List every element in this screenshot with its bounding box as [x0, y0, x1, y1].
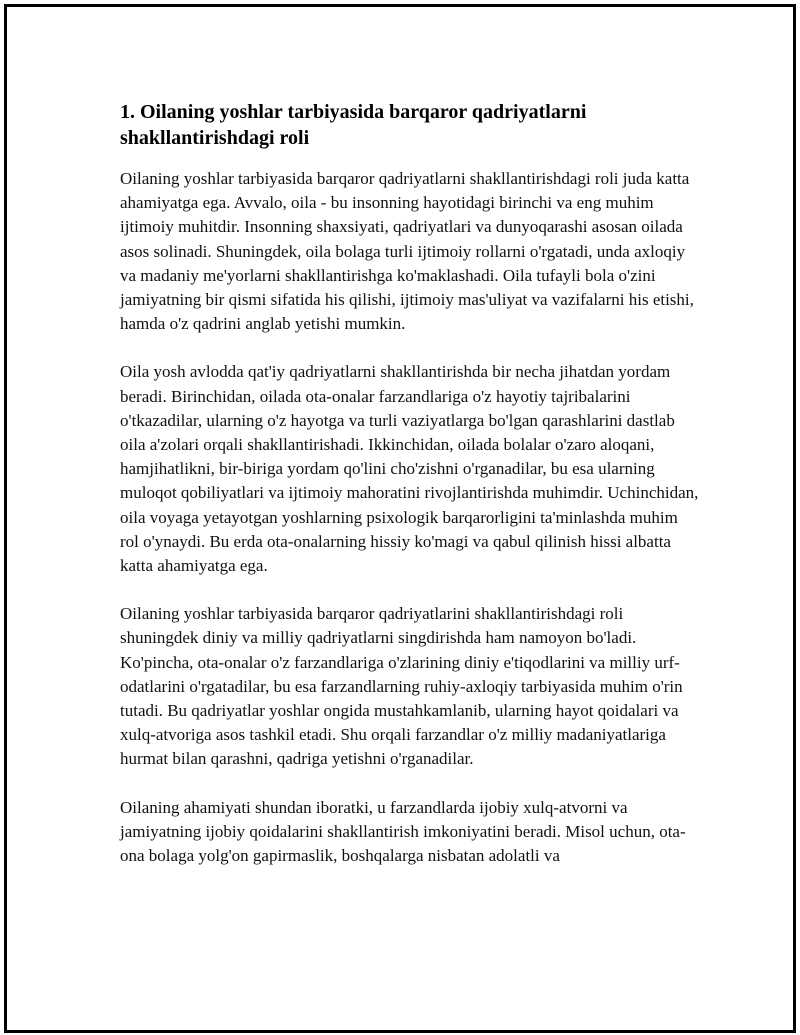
document-page [4, 4, 796, 1033]
paragraph-3: Oilaning yoshlar tarbiyasida barqaror qadriyatlarini shakllantirishdagi roli shuningdek diniy va milliy qadriyatlarni singdirishda ham namoyon bo'ladi. Ko'pincha, ota-onalar o'z farzandlariga o'zlarining diniy e'tiqodlarini va milliy urf-odatlarini o'rgatadilar, bu esa farzandlarning ruhiy-axloqiy tarbiyasida muhim o'rin tutadi. Bu qadriyatlar yoshlar ongida mustahkamlanib, ularning hayot qoidalari va xulq-atvoriga asos tashkil etadi. Shu orqali farzandlar o'z milliy madaniyatlariga hurmat bilan qarashni, qadriga yetishni o'rganadilar. [120, 604, 683, 769]
document-body [120, 99, 700, 892]
paragraph-2: Oila yosh avlodda qat'iy qadriyatlarni shakllantirishda bir necha jihatdan yordam beradi. Birinchidan, oilada ota-onalar farzandlariga o'z hayotiy tajribalarini o'tkazadilar, ularning o'z hayotga va turli vaziyatlarga bo'lgan qarashlarini dastlab oila a'zolari orqali shakllantirishadi. Ikkinchidan, oilada bolalar o'zaro aloqani, hamjihatlikni, bir-biriga yordam qo'lini cho'zishni o'rganadilar, bu esa ularning muloqot qobiliyatlari va ijtimoiy mahoratini rivojlantirishda muhimdir. Uchinchidan, oila voyaga yetayotgan yoshlarning psixologik barqarorligini ta'minlashda muhim rol o'ynaydi. Bu erda ota-onalarning hissiy ko'magi va qabul qilinish hissi albatta katta ahamiyatga ega. [120, 362, 699, 576]
paragraph-1: Oilaning yoshlar tarbiyasida barqaror qadriyatlarni shakllantirishdagi roli juda katta ahamiyatga ega. Avvalo, oila - bu insonning hayotidagi birinchi va eng muhim ijtimoiy muhitdir. Insonning shaxsiyati, qadriyatlari va dunyoqarashi asosan oilada asos solinadi. Shuningdek, oila bolaga turli ijtimoiy rollarni o'rgatadi, unda axloqiy va madaniy me'yorlarni shakllantirishga ko'maklashadi. Oila tufayli bola o'zini jamiyatning bir qismi sifatida his qilishi, ijtimoiy mas'uliyat va vazifalarni his etishi, hamda o'z qadrini anglab yetishi mumkin. [120, 169, 694, 334]
paragraph-4: Oilaning ahamiyati shundan iboratki, u farzandlarda ijobiy xulq-atvorni va jamiyatning ijobiy qoidalarini shakllantirish imkoniyatini beradi. Misol uchun, ota-ona bolaga yolg'on gapirmaslik, boshqalarga nisbatan adolatli va [120, 797, 686, 866]
section-heading: 1. Oilaning yoshlar tarbiyasida barqaror qadriyatlarni shakllantirishdagi roli [120, 101, 587, 149]
